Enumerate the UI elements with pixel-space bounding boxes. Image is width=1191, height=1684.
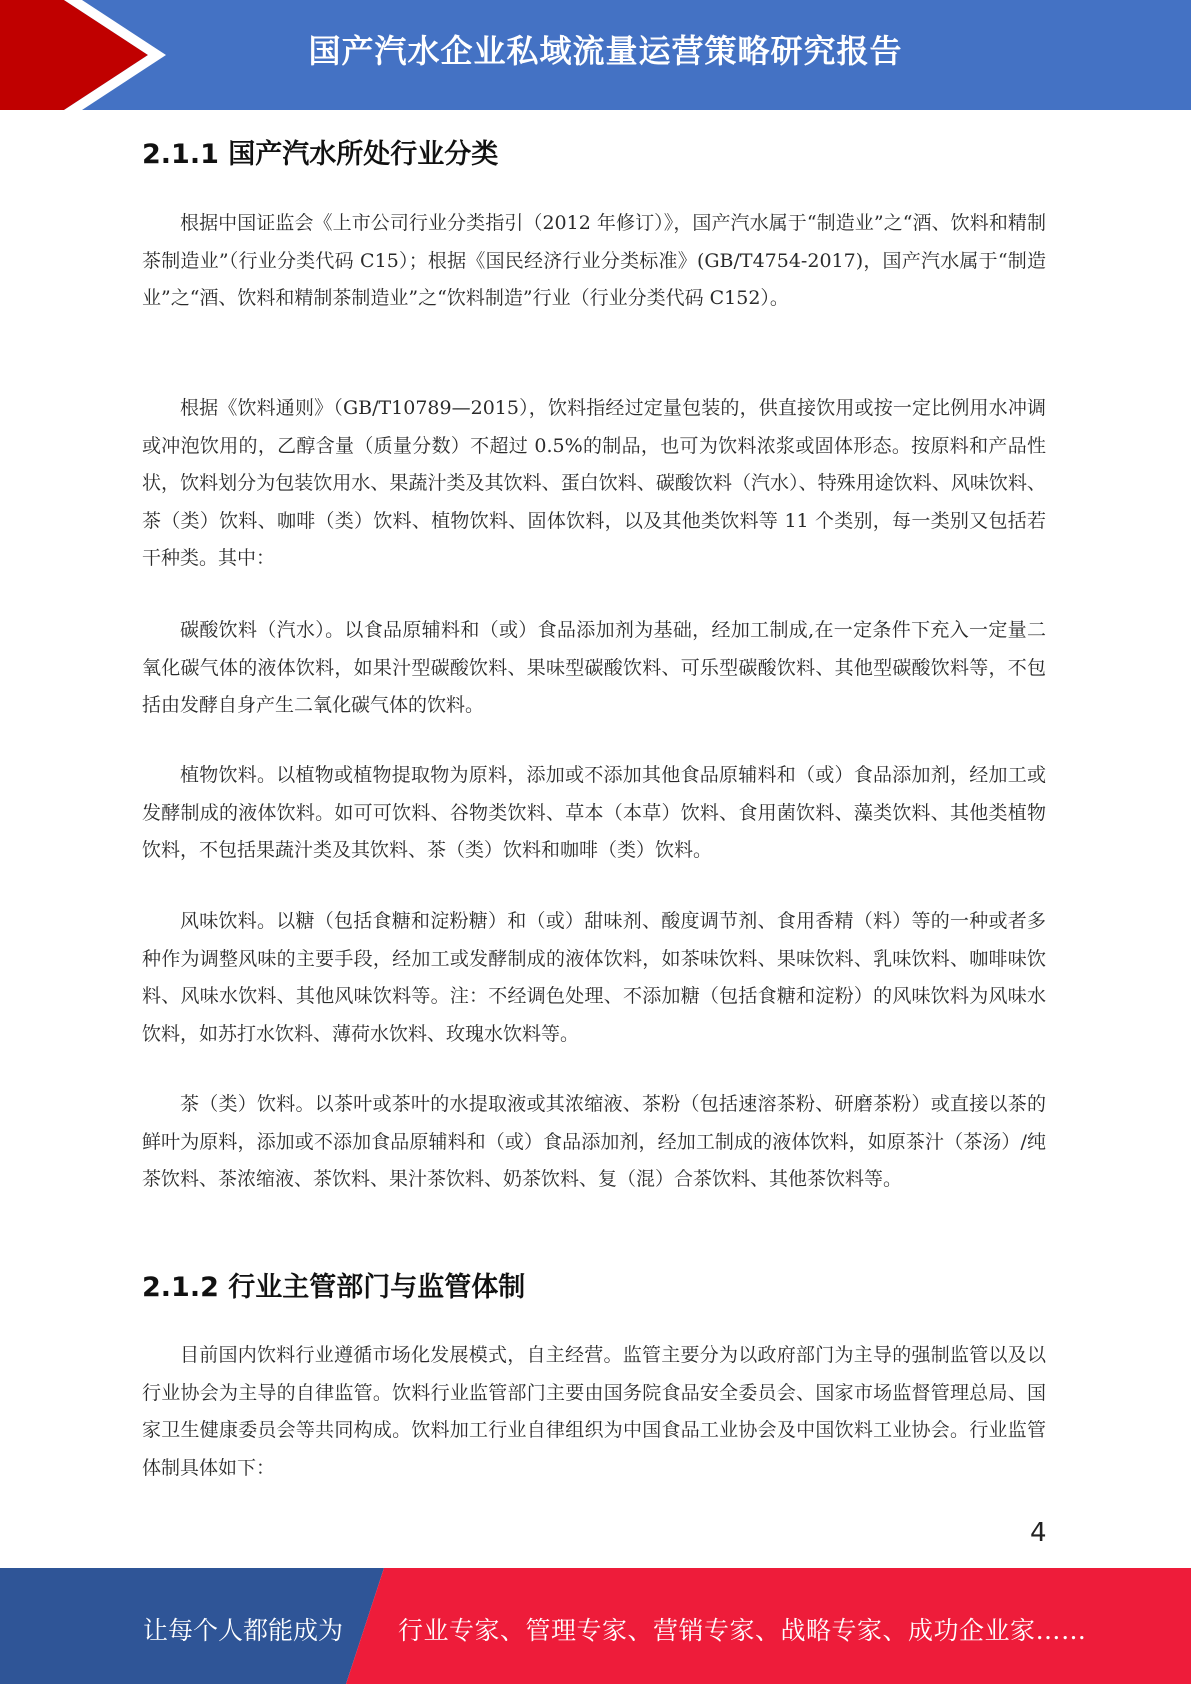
paragraph: 碳酸饮料（汽水）。以食品原辅料和（或）食品添加剂为基础，经加工制成,在一定条件下充入一定量二氧化碳气体的液体饮料，如果汁型碳酸饮料、果味型碳酸饮料、可乐型碳酸饮料、其他型碳酸饮料等，不包括由发酵自身产生二氧化碳气体的饮料。 [142, 619, 1046, 716]
footer-slogan-left: 让每个人都能成为 [143, 1616, 344, 1645]
page-footer [0, 1568, 1191, 1684]
page-header [0, 0, 1191, 110]
paragraph: 根据《饮料通则》（GB/T10789—2015），饮料指经过定量包装的，供直接饮用或按一定比例用水冲调或冲泡饮用的，乙醇含量（质量分数）不超过 0.5%的制品，也可为饮料浓浆或固体形态。按原料和产品性状，饮料划分为包装饮用水、果蔬汁类及其饮料、蛋白饮料、碳酸饮料（汽水）、特殊用途饮料、风味饮料、茶（类）饮料、咖啡（类）饮料、植物饮料、固体饮料，以及其他类饮料等 11 个类别，每一类别又包括若干种类。其中： [142, 397, 1046, 569]
paragraph: 目前国内饮料行业遵循市场化发展模式，自主经营。监管主要分为以政府部门为主导的强制监管以及以行业协会为主导的自律监管。饮料行业监管部门主要由国务院食品安全委员会、国家市场监督管理总局、国家卫生健康委员会等共同构成。饮料加工行业自律组织为中国食品工业协会及中国饮料工业协会。行业监管体制具体如下： [142, 1344, 1046, 1479]
footer-slogan-right: 行业专家、管理专家、营销专家、战略专家、成功企业家…… [398, 1616, 1087, 1645]
paragraph: 风味饮料。以糖（包括食糖和淀粉糖）和（或）甜味剂、酸度调节剂、食用香精（料）等的一种或者多种作为调整风味的主要手段，经加工或发酵制成的液体饮料，如茶味饮料、果味饮料、乳味饮料、咖啡味饮料、风味水饮料、其他风味饮料等。注：不经调色处理、不添加糖（包括食糖和淀粉）的风味饮料为风味水饮料，如苏打水饮料、薄荷水饮料、玫瑰水饮料等。 [142, 910, 1046, 1045]
paragraph: 根据中国证监会《上市公司行业分类指引（2012 年修订）》，国产汽水属于“制造业”之“酒、饮料和精制茶制造业”（行业分类代码 C15）；根据《国民经济行业分类标准》(GB/T4754-2017)，国产汽水属于“制造业”之“酒、饮料和精制茶制造业”之“饮料制造”行业（行业分类代码 C152）。 [142, 212, 1046, 309]
report-title: 国产汽水企业私域流量运营策略研究报告 [308, 32, 903, 70]
paragraph: 植物饮料。以植物或植物提取物为原料，添加或不添加其他食品原辅料和（或）食品添加剂，经加工或发酵制成的液体饮料。如可可饮料、谷物类饮料、草本（本草）饮料、食用菌饮料、藻类饮料、其他类植物饮料，不包括果蔬汁类及其饮料、茶（类）饮料和咖啡（类）饮料。 [142, 764, 1046, 861]
paragraph: 茶（类）饮料。以茶叶或茶叶的水提取液或其浓缩液、茶粉（包括速溶茶粉、研磨茶粉）或直接以茶的鲜叶为原料，添加或不添加食品原辅料和（或）食品添加剂，经加工制成的液体饮料，如原茶汁（茶汤）/纯茶饮料、茶浓缩液、茶饮料、果汁茶饮料、奶茶饮料、复（混）合茶饮料、其他茶饮料等。 [142, 1093, 1046, 1190]
section-title-2-1-2: 2.1.2 行业主管部门与监管体制 [142, 1272, 526, 1303]
page-number: 4 [1030, 1518, 1047, 1548]
section-title-2-1-1: 2.1.1 国产汽水所处行业分类 [142, 139, 499, 170]
